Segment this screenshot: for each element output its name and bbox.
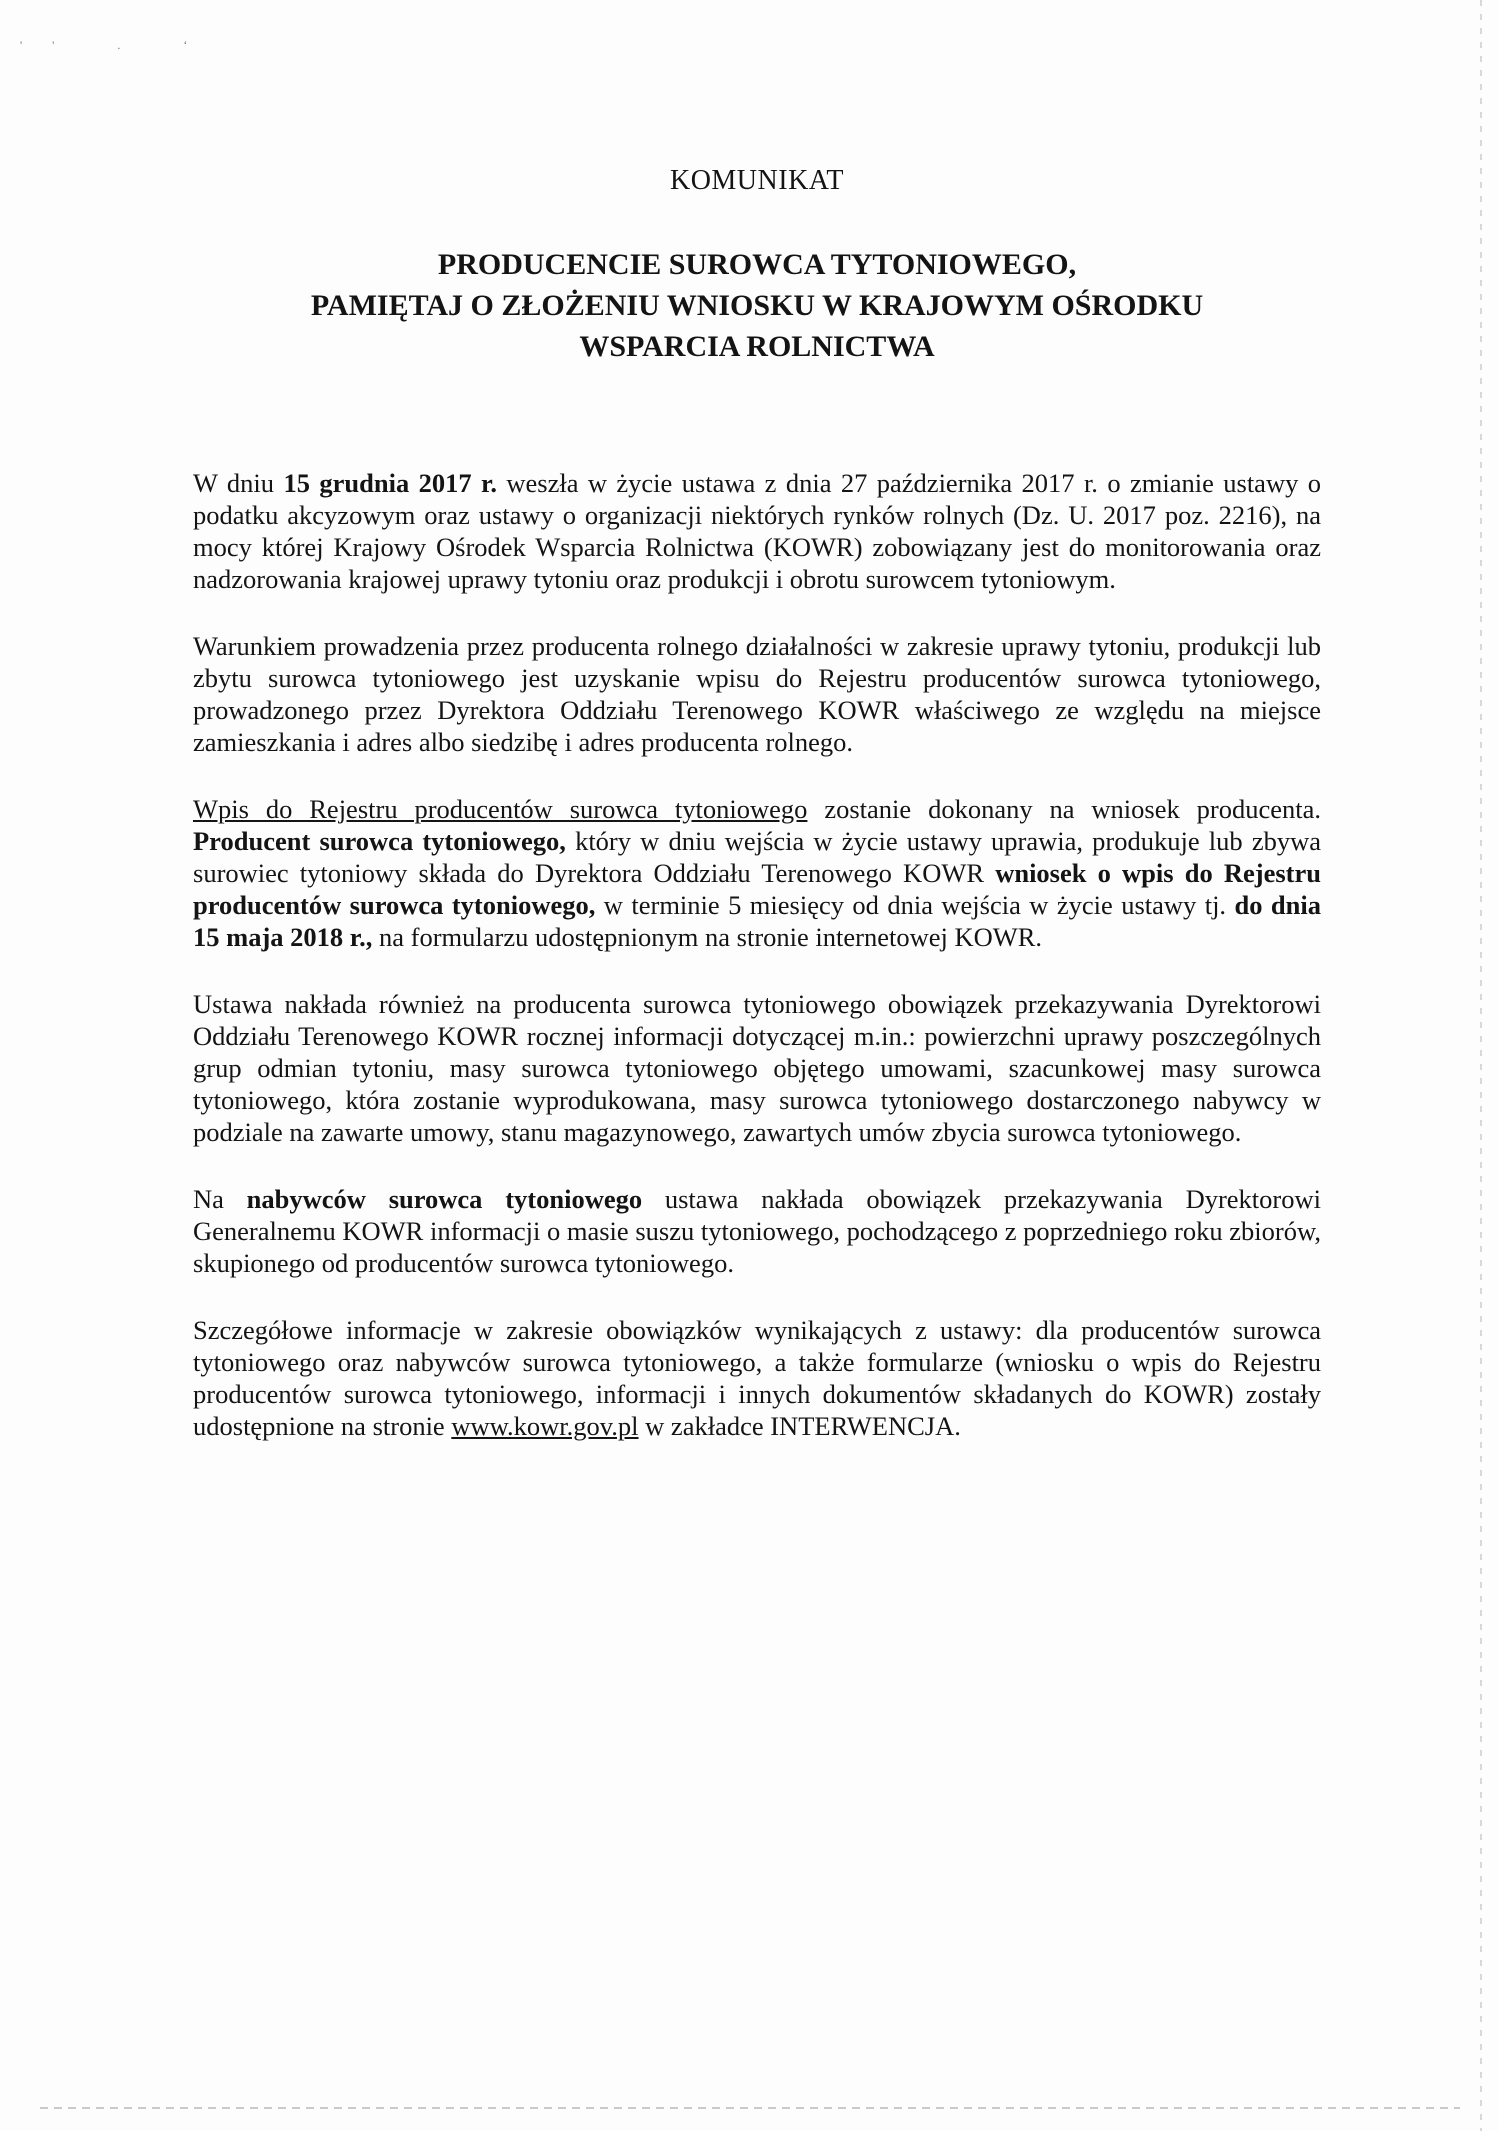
scan-marks: '' . ʻ	[20, 38, 218, 52]
bold-text: wniosek o wpis do Rejestru producentów surowca tytoniowego,	[193, 858, 1322, 920]
text-run: zostanie dokonany na wniosek producenta.	[807, 794, 1321, 824]
bold-text: nabywców surowca tytoniowego	[246, 1184, 643, 1214]
bold-text: do dnia 15 maja 2018 r.,	[193, 890, 1322, 952]
text-run: W dniu	[193, 468, 284, 498]
paragraph-1	[193, 467, 1321, 595]
document-heading	[193, 244, 1321, 367]
text-run: Ustawa nakłada również na producenta surowca tytoniowego obowiązek przekazywania Dyrektorowi Oddziału Terenowego KOWR rocznej informacji dotyczącej m.in.: powierzchni uprawy poszczególnych grup odmian tytoniu, masy surowca tytoniowego objętego umowami, szacunkowej masy surowca tytoniowego, która zostanie wyprodukowana, masy surowca tytoniowego dostarczonego nabywcy w podziale na zawarte umowy, stanu magazynowego, zawartych umów zbycia surowca tytoniowego.	[193, 989, 1321, 1147]
text-run: weszła w życie ustawa z dnia 27 października 2017 r. o zmianie ustawy o podatku akcyzowym oraz ustawy o organizacji niektórych rynków rolnych (Dz. U. 2017 poz. 2216), na mocy której Krajowy Ośrodek Wsparcia Rolnictwa (KOWR) zobowiązany jest do monitorowania oraz nadzorowania krajowej uprawy tytoniu oraz produkcji i obrotu surowcem tytoniowym.	[193, 468, 1321, 594]
bold-text: 15 grudnia 2017 r.	[283, 468, 497, 498]
body-paragraphs	[193, 467, 1321, 1442]
scan-bottom-edge	[40, 2107, 1460, 2109]
text-run: Warunkiem prowadzenia przez producenta rolnego działalności w zakresie uprawy tytoniu, produkcji lub zbytu surowca tytoniowego jest uzyskanie wpisu do Rejestru producentów surowca tytoniowego, prowadzonego przez Dyrektora Oddziału Terenowego KOWR właściwego ze względu na miejsce zamieszkania i adres albo siedzibę i adres producenta rolnego.	[193, 631, 1321, 757]
text-run: w terminie 5 miesięcy od dnia wejścia w życie ustawy tj.	[595, 890, 1235, 920]
text-run: w zakładce INTERWENCJA.	[638, 1411, 961, 1441]
text-run: Wpis do Rejestru producentów surowca tytoniowego	[193, 794, 808, 824]
scan-right-edge	[1480, 0, 1482, 2131]
heading-line: WSPARCIA ROLNICTWA	[579, 330, 935, 363]
paragraph-2	[193, 630, 1321, 758]
text-run: Na	[193, 1184, 247, 1214]
text-run: ustawa nakłada obowiązek przekazywania Dyrektorowi Generalnemu KOWR informacji o masie suszu tytoniowego, pochodzącego z poprzedniego roku zbiorów, skupionego od producentów surowca tytoniowego.	[193, 1184, 1321, 1278]
text-run: Szczegółowe informacje w zakresie obowiązków wynikających z ustawy: dla producentów surowca tytoniowego oraz nabywców surowca tytoniowego, a także formularze (wniosku o wpis do Rejestru producentów surowca tytoniowego, informacji i innych dokumentów składanych do KOWR) zostały udostępnione na stronie	[193, 1315, 1321, 1441]
paragraph-3	[193, 793, 1321, 953]
website-link-text: www.kowr.gov.pl	[451, 1411, 639, 1441]
text-run: na formularzu udostępnionym na stronie internetowej KOWR.	[372, 922, 1043, 952]
document-content	[193, 165, 1321, 1477]
paragraph-6	[193, 1314, 1321, 1442]
heading-line: PRODUCENCIE SUROWCA TYTONIOWEGO,	[437, 248, 1077, 281]
document-title: KOMUNIKAT	[669, 165, 845, 196]
heading-line: PAMIĘTAJ O ZŁOŻENIU WNIOSKU W KRAJOWYM OŚRODKU	[310, 289, 1204, 322]
paragraph-4	[193, 988, 1321, 1148]
text-run: który w dniu wejścia w życie ustawy uprawia, produkuje lub zbywa surowiec tytoniowy składa do Dyrektora Oddziału Terenowego KOWR	[193, 826, 1321, 888]
paragraph-5	[193, 1183, 1321, 1279]
bold-text: Producent surowca tytoniowego,	[193, 826, 566, 856]
